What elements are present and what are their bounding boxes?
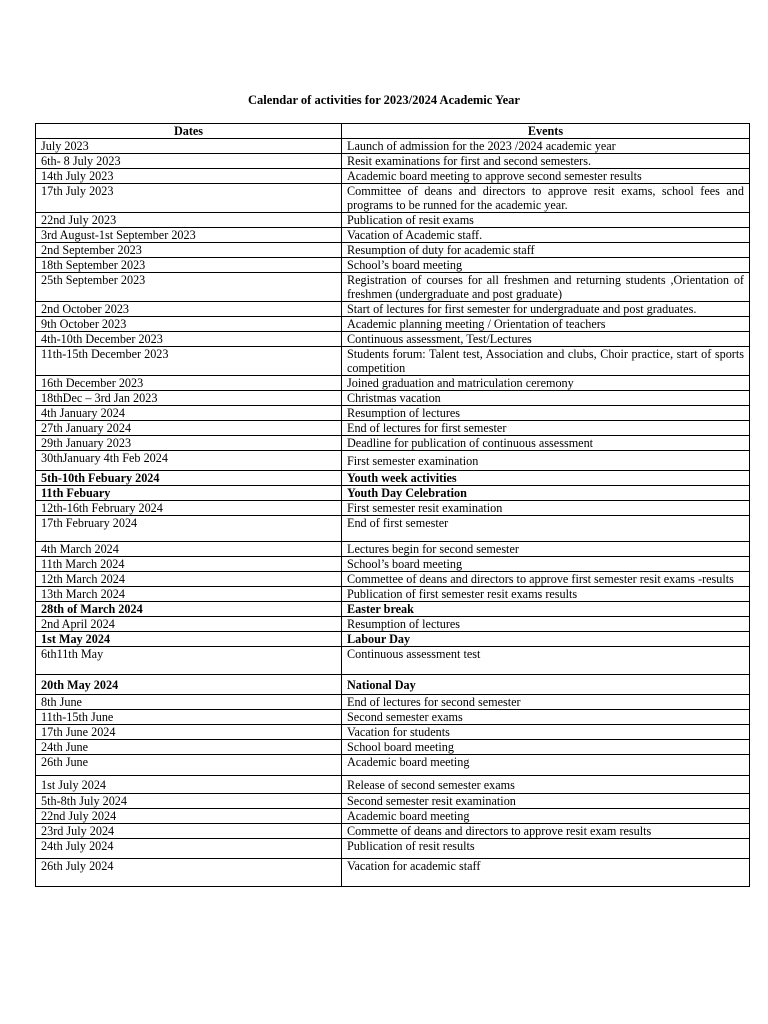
date-cell: 4th March 2024 [36, 542, 342, 557]
date-cell: 11th-15th June [36, 710, 342, 725]
table-row [36, 376, 750, 391]
table-row [36, 451, 750, 471]
event-cell: School’s board meeting [342, 557, 750, 572]
event-cell: First semester examination [342, 451, 750, 471]
date-cell: 17th February 2024 [36, 516, 342, 542]
event-cell: Deadline for publication of continuous assessment [342, 436, 750, 451]
dates-header: Dates [36, 124, 342, 139]
date-cell: 22nd July 2024 [36, 809, 342, 824]
event-cell: Continuous assessment, Test/Lectures [342, 332, 750, 347]
table-row [36, 675, 750, 695]
date-cell: 14th July 2023 [36, 169, 342, 184]
table-row [36, 859, 750, 887]
event-cell: End of first semester [342, 516, 750, 542]
table-row [36, 740, 750, 755]
table-row [36, 258, 750, 273]
table-row [36, 436, 750, 451]
table-row [36, 169, 750, 184]
date-cell: 11th-15th December 2023 [36, 347, 342, 376]
date-cell: 18thDec – 3rd Jan 2023 [36, 391, 342, 406]
date-cell: 9th October 2023 [36, 317, 342, 332]
table-row [36, 695, 750, 710]
table-row [36, 154, 750, 169]
event-cell: Christmas vacation [342, 391, 750, 406]
event-cell: Registration of courses for all freshmen and returning students ,Orientation of freshmen (undergraduate and post graduate) [342, 273, 750, 302]
date-cell: 17th June 2024 [36, 725, 342, 740]
date-cell: 18th September 2023 [36, 258, 342, 273]
table-row [36, 332, 750, 347]
table-row [36, 572, 750, 587]
table-row [36, 794, 750, 809]
event-cell: End of lectures for second semester [342, 695, 750, 710]
event-cell: Academic board meeting to approve second semester results [342, 169, 750, 184]
date-cell: 2nd September 2023 [36, 243, 342, 258]
date-cell: 2nd April 2024 [36, 617, 342, 632]
date-cell: 27th January 2024 [36, 421, 342, 436]
event-cell: Easter break [342, 602, 750, 617]
event-cell: Academic planning meeting / Orientation of teachers [342, 317, 750, 332]
date-cell: 6th11th May [36, 647, 342, 675]
table-row [36, 317, 750, 332]
event-cell: Committee of deans and directors to approve resit exams, school fees and programs to be runned for the academic year. [342, 184, 750, 213]
table-row [36, 617, 750, 632]
date-cell: 4th-10th December 2023 [36, 332, 342, 347]
event-cell: Vacation for academic staff [342, 859, 750, 887]
table-row [36, 516, 750, 542]
event-cell: School’s board meeting [342, 258, 750, 273]
table-row [36, 839, 750, 859]
date-cell: 22nd July 2023 [36, 213, 342, 228]
table-row [36, 486, 750, 501]
table-row [36, 602, 750, 617]
table-row [36, 184, 750, 213]
event-cell: Start of lectures for first semester for undergraduate and post graduates. [342, 302, 750, 317]
event-cell: Resumption of lectures [342, 406, 750, 421]
table-header-row [36, 124, 750, 139]
date-cell: 11th March 2024 [36, 557, 342, 572]
event-cell: Resit examinations for first and second semesters. [342, 154, 750, 169]
date-cell: 17th July 2023 [36, 184, 342, 213]
date-cell: 11th Febuary [36, 486, 342, 501]
event-cell: Academic board meeting [342, 755, 750, 776]
table-row [36, 406, 750, 421]
table-row [36, 587, 750, 602]
date-cell: 30thJanuary 4th Feb 2024 [36, 451, 342, 471]
date-cell: 2nd October 2023 [36, 302, 342, 317]
event-cell: Youth Day Celebration [342, 486, 750, 501]
date-cell: 5th-8th July 2024 [36, 794, 342, 809]
date-cell: 1st July 2024 [36, 776, 342, 794]
table-row [36, 273, 750, 302]
date-cell: 12th March 2024 [36, 572, 342, 587]
table-row [36, 776, 750, 794]
event-cell: Second semester exams [342, 710, 750, 725]
event-cell: Publication of first semester resit exams results [342, 587, 750, 602]
event-cell: Students forum: Talent test, Association and clubs, Choir practice, start of sports competition [342, 347, 750, 376]
date-cell: 13th March 2024 [36, 587, 342, 602]
table-row [36, 755, 750, 776]
date-cell: 24th July 2024 [36, 839, 342, 859]
table-row [36, 632, 750, 647]
event-cell: First semester resit examination [342, 501, 750, 516]
date-cell: 8th June [36, 695, 342, 710]
table-row [36, 647, 750, 675]
event-cell: Resumption of lectures [342, 617, 750, 632]
event-cell: National Day [342, 675, 750, 695]
date-cell: 23rd July 2024 [36, 824, 342, 839]
event-cell: Launch of admission for the 2023 /2024 academic year [342, 139, 750, 154]
table-row [36, 542, 750, 557]
event-cell: Lectures begin for second semester [342, 542, 750, 557]
event-cell: School board meeting [342, 740, 750, 755]
date-cell: 1st May 2024 [36, 632, 342, 647]
date-cell: 5th-10th Febuary 2024 [36, 471, 342, 486]
date-cell: 12th-16th February 2024 [36, 501, 342, 516]
date-cell: 29th January 2023 [36, 436, 342, 451]
event-cell: End of lectures for first semester [342, 421, 750, 436]
page-title: Calendar of activities for 2023/2024 Academic Year [248, 93, 520, 107]
table-row [36, 710, 750, 725]
event-cell: Commette of deans and directors to approve resit exam results [342, 824, 750, 839]
event-cell: Publication of resit exams [342, 213, 750, 228]
table-row [36, 824, 750, 839]
event-cell: Release of second semester exams [342, 776, 750, 794]
date-cell: 28th of March 2024 [36, 602, 342, 617]
date-cell: 3rd August-1st September 2023 [36, 228, 342, 243]
calendar-table [35, 123, 750, 887]
event-cell: Academic board meeting [342, 809, 750, 824]
date-cell: 6th- 8 July 2023 [36, 154, 342, 169]
date-cell: 20th May 2024 [36, 675, 342, 695]
table-row [36, 243, 750, 258]
event-cell: Vacation of Academic staff. [342, 228, 750, 243]
date-cell: 26th June [36, 755, 342, 776]
table-row [36, 725, 750, 740]
event-cell: Second semester resit examination [342, 794, 750, 809]
event-cell: Commettee of deans and directors to approve first semester resit exams -results [342, 572, 750, 587]
event-cell: Labour Day [342, 632, 750, 647]
date-cell: 16th December 2023 [36, 376, 342, 391]
table-row [36, 391, 750, 406]
date-cell: 4th January 2024 [36, 406, 342, 421]
table-row [36, 471, 750, 486]
table-row [36, 809, 750, 824]
event-cell: Continuous assessment test [342, 647, 750, 675]
date-cell: 26th July 2024 [36, 859, 342, 887]
table-row [36, 347, 750, 376]
table-row [36, 139, 750, 154]
date-cell: 25th September 2023 [36, 273, 342, 302]
table-row [36, 421, 750, 436]
date-cell: 24th June [36, 740, 342, 755]
table-row [36, 557, 750, 572]
table-row [36, 228, 750, 243]
table-row [36, 501, 750, 516]
event-cell: Youth week activities [342, 471, 750, 486]
event-cell: Resumption of duty for academic staff [342, 243, 750, 258]
event-cell: Vacation for students [342, 725, 750, 740]
events-header: Events [342, 124, 750, 139]
date-cell: July 2023 [36, 139, 342, 154]
table-row [36, 302, 750, 317]
table-row [36, 213, 750, 228]
event-cell: Publication of resit results [342, 839, 750, 859]
event-cell: Joined graduation and matriculation ceremony [342, 376, 750, 391]
